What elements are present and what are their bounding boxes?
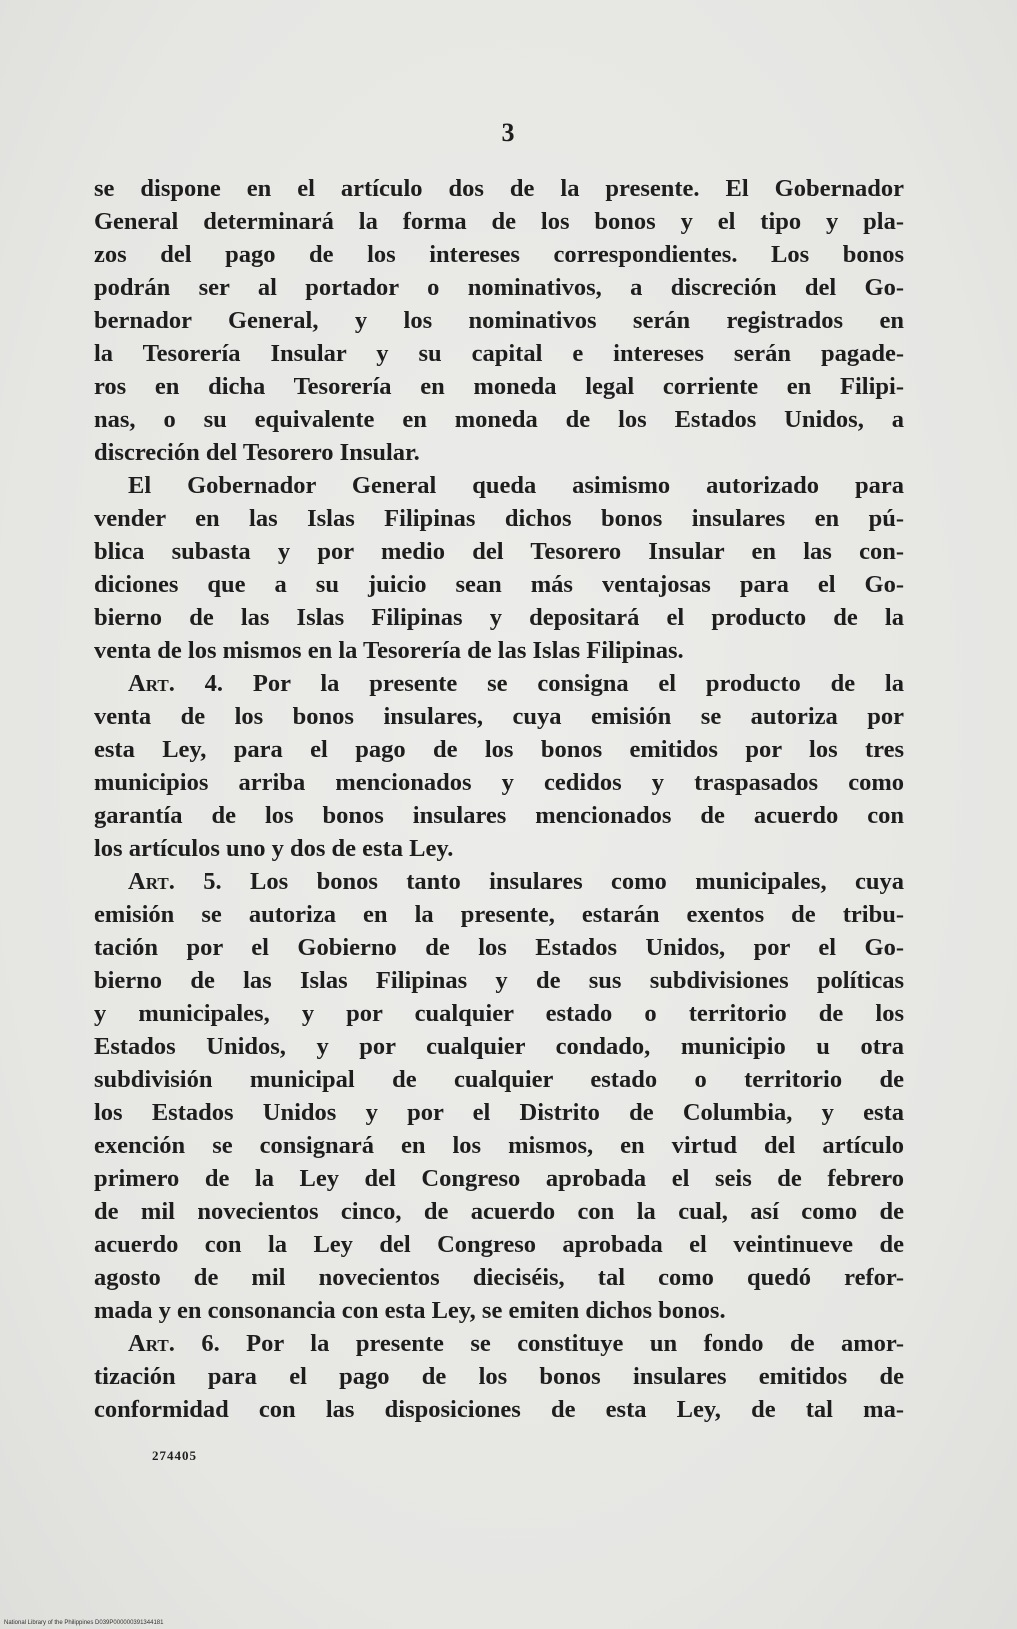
line-text: tización para el pago de los bonos insulares emitidos de (94, 1363, 904, 1390)
line-text: municipios arriba mencionados y cedidos y traspasados como (94, 769, 904, 796)
text-line (94, 238, 904, 271)
line-text: venta de los bonos insulares, cuya emisión se autoriza por (94, 703, 904, 730)
line-text: El Gobernador General queda asimismo autorizado para (128, 472, 904, 499)
line-text: vender en las Islas Filipinas dichos bonos insulares en pú- (94, 505, 904, 532)
text-line (94, 271, 904, 304)
signature-code: 274405 (152, 1448, 197, 1463)
page-number: 3 (501, 118, 516, 147)
line-text: blica subasta y por medio del Tesorero Insular en las con- (94, 538, 904, 565)
line-text: ros en dicha Tesorería en moneda legal corriente en Filipi- (94, 373, 904, 400)
text-line (94, 436, 904, 469)
line-text: bernador General, y los nominativos serán registrados en (94, 307, 904, 334)
text-line (94, 601, 904, 634)
line-text: agosto de mil novecientos dieciséis, tal como quedó refor- (94, 1264, 904, 1291)
line-text: de mil novecientos cinco, de acuerdo con la cual, así como de (94, 1198, 904, 1225)
text-line (94, 898, 904, 931)
line-text: bierno de las Islas Filipinas y depositará el producto de la (94, 604, 904, 631)
text-line (94, 766, 904, 799)
line-text: esta Ley, para el pago de los bonos emitidos por los tres (94, 736, 904, 763)
line-text: tación por el Gobierno de los Estados Unidos, por el Go- (94, 934, 904, 961)
text-line (94, 469, 904, 502)
line-text: los Estados Unidos y por el Distrito de Columbia, y esta (94, 1099, 904, 1126)
text-line (94, 700, 904, 733)
text-line (94, 304, 904, 337)
text-line (94, 1063, 904, 1096)
line-text: 5. Los bonos tanto insulares como municipales, cuya (174, 868, 904, 895)
line-text: los artículos uno y dos de esta Ley. (94, 835, 454, 862)
text-line (94, 1030, 904, 1063)
text-line (94, 1195, 904, 1228)
line-text: acuerdo con la Ley del Congreso aprobada el veintinueve de (94, 1231, 904, 1258)
line-text: subdivisión municipal de cualquier estado o territorio de (94, 1066, 904, 1093)
text-line (94, 1294, 904, 1327)
line-text: y municipales, y por cualquier estado o territorio de los (94, 1000, 904, 1027)
line-text: Estados Unidos, y por cualquier condado, municipio u otra (94, 1033, 904, 1060)
text-line (94, 502, 904, 535)
text-line (94, 1360, 904, 1393)
text-line (94, 1261, 904, 1294)
line-text: discreción del Tesorero Insular. (94, 439, 420, 466)
text-line (94, 733, 904, 766)
line-text: venta de los mismos en la Tesorería de las Islas Filipinas. (94, 637, 684, 664)
text-line (94, 337, 904, 370)
line-text: podrán ser al portador o nominativos, a discreción del Go- (94, 274, 904, 301)
line-text: la Tesorería Insular y su capital e intereses serán pagade- (94, 340, 904, 367)
line-text: 4. Por la presente se consigna el producto de la (174, 670, 904, 697)
text-line (94, 634, 904, 667)
article-heading-line (94, 1327, 904, 1360)
text-line (94, 1129, 904, 1162)
article-label: Art. (128, 868, 175, 895)
text-line (94, 799, 904, 832)
text-line (94, 1096, 904, 1129)
line-text: nas, o su equivalente en moneda de los Estados Unidos, a (94, 406, 904, 433)
line-text: emisión se autoriza en la presente, estarán exentos de tribu- (94, 901, 904, 928)
line-text: exención se consignará en los mismos, en virtud del artículo (94, 1132, 904, 1159)
text-line (94, 997, 904, 1030)
article-label: Art. (128, 670, 175, 697)
line-text: diciones que a su juicio sean más ventajosas para el Go- (94, 571, 904, 598)
footer-watermark: National Library of the Philippines D039P000000391344181 (4, 1620, 164, 1626)
line-text: General determinará la forma de los bonos y el tipo y pla- (94, 208, 904, 235)
line-text: zos del pago de los intereses correspondientes. Los bonos (94, 241, 904, 268)
article-heading-line (94, 667, 904, 700)
article-heading-line (94, 865, 904, 898)
text-line (94, 172, 904, 205)
text-line (94, 370, 904, 403)
line-text: primero de la Ley del Congreso aprobada el seis de febrero (94, 1165, 904, 1192)
line-text: conformidad con las disposiciones de esta Ley, de tal ma- (94, 1396, 904, 1423)
body-text (94, 172, 904, 1426)
line-text: garantía de los bonos insulares mencionados de acuerdo con (94, 802, 904, 829)
text-line (94, 931, 904, 964)
text-line (94, 535, 904, 568)
line-text: se dispone en el artículo dos de la presente. El Gobernador (94, 175, 904, 202)
text-line (94, 1162, 904, 1195)
line-text: 6. Por la presente se constituye un fondo de amor- (174, 1330, 904, 1357)
text-line (94, 403, 904, 436)
text-line (94, 964, 904, 997)
line-text: mada y en consonancia con esta Ley, se emiten dichos bonos. (94, 1297, 726, 1324)
line-text: bierno de las Islas Filipinas y de sus subdivisiones políticas (94, 967, 904, 994)
text-line (94, 1393, 904, 1426)
text-line (94, 568, 904, 601)
text-line (94, 832, 904, 865)
text-line (94, 205, 904, 238)
text-line (94, 1228, 904, 1261)
article-label: Art. (128, 1330, 175, 1357)
